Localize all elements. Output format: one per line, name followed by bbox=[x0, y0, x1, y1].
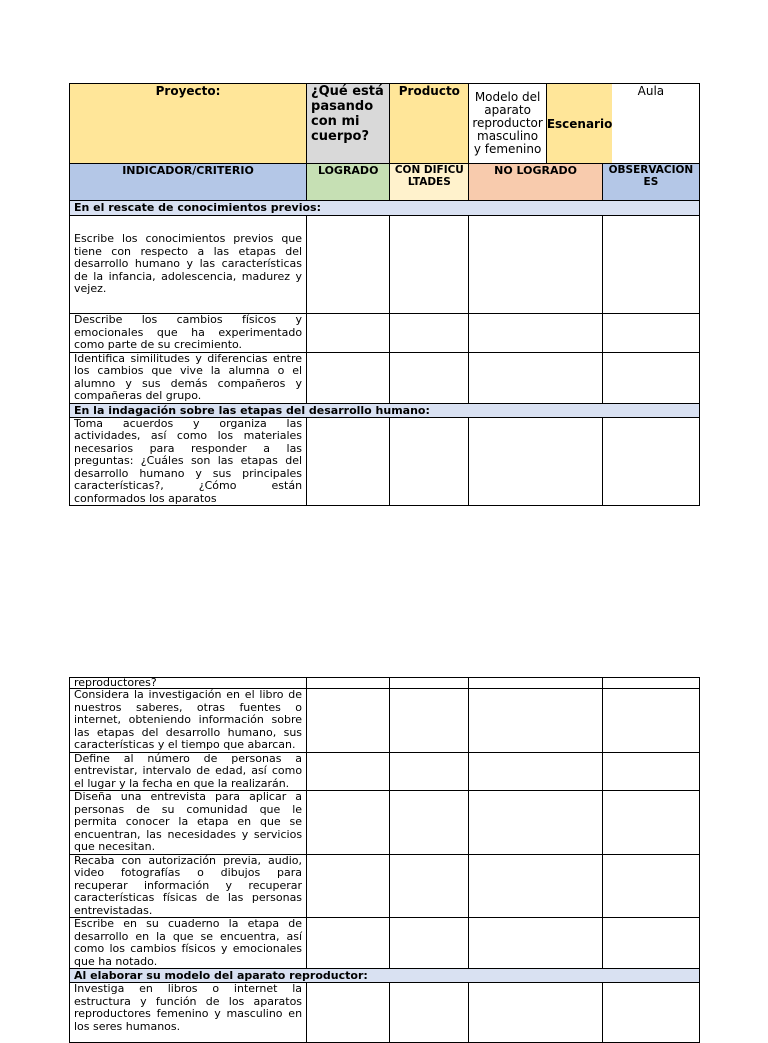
logrado-cell[interactable] bbox=[307, 983, 390, 1043]
no-logrado-cell[interactable] bbox=[469, 678, 602, 689]
observaciones-cell[interactable] bbox=[602, 791, 699, 855]
logrado-cell[interactable] bbox=[307, 689, 390, 753]
no-logrado-cell[interactable] bbox=[469, 216, 602, 314]
con-dificultades-cell[interactable] bbox=[390, 918, 469, 969]
table-row bbox=[70, 314, 700, 353]
table-row bbox=[70, 918, 700, 969]
producto-label: Producto bbox=[390, 84, 469, 164]
producto-escenario-cell bbox=[469, 84, 613, 164]
proyecto-value: ¿Qué está pasando con mi cuerpo? bbox=[307, 84, 390, 164]
section-row bbox=[70, 201, 700, 216]
observaciones-cell[interactable] bbox=[602, 854, 699, 918]
section-title: En la indagación sobre las etapas del desarrollo humano: bbox=[70, 403, 700, 417]
no-logrado-cell[interactable] bbox=[469, 854, 602, 918]
no-logrado-cell[interactable] bbox=[469, 314, 602, 353]
table-row bbox=[70, 983, 700, 1043]
table-row bbox=[70, 216, 700, 314]
logrado-cell[interactable] bbox=[307, 918, 390, 969]
indicator-text: Considera la investigación en el libro de nuestros saberes, otras fuentes o internet, obteniendo información sobre las etapas del desarrollo humano, sus características y el tiempo que abarcan. bbox=[70, 689, 307, 753]
table-row bbox=[70, 752, 700, 791]
col-observaciones: OBSERVACIONES bbox=[602, 164, 699, 201]
column-header-row bbox=[70, 164, 700, 201]
logrado-cell[interactable] bbox=[307, 417, 390, 506]
con-dificultades-cell[interactable] bbox=[390, 983, 469, 1043]
indicator-text: Define al número de personas a entrevistar, intervalo de edad, así como el lugar y la fecha en que la realizarán. bbox=[70, 752, 307, 791]
section-title: Al elaborar su modelo del aparato reproductor: bbox=[70, 969, 700, 983]
section-row bbox=[70, 403, 700, 417]
observaciones-cell[interactable] bbox=[602, 352, 699, 403]
con-dificultades-cell[interactable] bbox=[390, 314, 469, 353]
logrado-cell[interactable] bbox=[307, 791, 390, 855]
no-logrado-cell[interactable] bbox=[469, 918, 602, 969]
table-row bbox=[70, 678, 700, 689]
no-logrado-cell[interactable] bbox=[469, 983, 602, 1043]
col-logrado: LOGRADO bbox=[307, 164, 390, 201]
observaciones-cell[interactable] bbox=[602, 752, 699, 791]
col-indicador: INDICADOR/CRITERIO bbox=[70, 164, 307, 201]
project-header-row bbox=[70, 84, 700, 164]
indicator-text-continued: reproductores? bbox=[70, 678, 307, 689]
con-dificultades-cell[interactable] bbox=[390, 678, 469, 689]
indicator-text: Toma acuerdos y organiza las actividades, así como los materiales necesarios para responder a las preguntas: ¿Cuáles son las etapas del desarrollo humano y sus principales características?, ¿Cómo están conformados los aparatos bbox=[70, 417, 307, 506]
no-logrado-cell[interactable] bbox=[469, 689, 602, 753]
observaciones-cell[interactable] bbox=[602, 678, 699, 689]
col-con-dificultades: CON DIFICULTADES bbox=[390, 164, 469, 201]
logrado-cell[interactable] bbox=[307, 314, 390, 353]
indicator-text: Recaba con autorización previa, audio, video fotografías o dibujos para recuperar información y recuperar características físicas de las personas entrevistadas. bbox=[70, 854, 307, 918]
table-row bbox=[70, 352, 700, 403]
indicator-text: Investiga en libros o internet la estructura y función de los aparatos reproductores femenino y masculino en los seres humanos. bbox=[70, 983, 307, 1043]
logrado-cell[interactable] bbox=[307, 854, 390, 918]
observaciones-cell[interactable] bbox=[602, 689, 699, 753]
escenario-label: Escenario bbox=[547, 84, 613, 163]
rubric-table-page-1 bbox=[69, 83, 700, 506]
table-row bbox=[70, 689, 700, 753]
con-dificultades-cell[interactable] bbox=[390, 689, 469, 753]
logrado-cell[interactable] bbox=[307, 352, 390, 403]
observaciones-cell[interactable] bbox=[602, 417, 699, 506]
indicator-text: Diseña una entrevista para aplicar a personas de su comunidad que le permita conocer la etapa en que se encuentran, las necesidades y servicios que necesitan. bbox=[70, 791, 307, 855]
con-dificultades-cell[interactable] bbox=[390, 216, 469, 314]
observaciones-cell[interactable] bbox=[602, 983, 699, 1043]
logrado-cell[interactable] bbox=[307, 216, 390, 314]
no-logrado-cell[interactable] bbox=[469, 752, 602, 791]
con-dificultades-cell[interactable] bbox=[390, 752, 469, 791]
proyecto-label: Proyecto: bbox=[70, 84, 307, 164]
col-no-logrado: NO LOGRADO bbox=[469, 164, 602, 201]
con-dificultades-cell[interactable] bbox=[390, 352, 469, 403]
indicator-text: Escribe los conocimientos previos que tiene con respecto a las etapas del desarrollo humano y las características de la infancia, adolescencia, madurez y vejez. bbox=[70, 216, 307, 314]
indicator-text: Escribe en su cuaderno la etapa de desarrollo en la que se encuentra, así como los cambios físicos y emocionales que ha notado. bbox=[70, 918, 307, 969]
con-dificultades-cell[interactable] bbox=[390, 417, 469, 506]
observaciones-cell[interactable] bbox=[602, 216, 699, 314]
escenario-value: Aula bbox=[602, 84, 699, 164]
indicator-text: Identifica similitudes y diferencias entre los cambios que vive la alumna o el alumno y sus demás compañeros y compañeras del grupo. bbox=[70, 352, 307, 403]
table-row bbox=[70, 854, 700, 918]
indicator-text: Describe los cambios físicos y emocionales que ha experimentado como parte de su crecimiento. bbox=[70, 314, 307, 353]
con-dificultades-cell[interactable] bbox=[390, 854, 469, 918]
no-logrado-cell[interactable] bbox=[469, 417, 602, 506]
table-row bbox=[70, 791, 700, 855]
rubric-table-page-2 bbox=[69, 677, 700, 1043]
section-row bbox=[70, 969, 700, 983]
no-logrado-cell[interactable] bbox=[469, 791, 602, 855]
no-logrado-cell[interactable] bbox=[469, 352, 602, 403]
con-dificultades-cell[interactable] bbox=[390, 791, 469, 855]
observaciones-cell[interactable] bbox=[602, 918, 699, 969]
logrado-cell[interactable] bbox=[307, 678, 390, 689]
logrado-cell[interactable] bbox=[307, 752, 390, 791]
section-title: En el rescate de conocimientos previos: bbox=[70, 201, 700, 216]
table-row bbox=[70, 417, 700, 506]
observaciones-cell[interactable] bbox=[602, 314, 699, 353]
producto-value: Modelo del aparato reproductor masculino y femenino bbox=[469, 84, 546, 163]
